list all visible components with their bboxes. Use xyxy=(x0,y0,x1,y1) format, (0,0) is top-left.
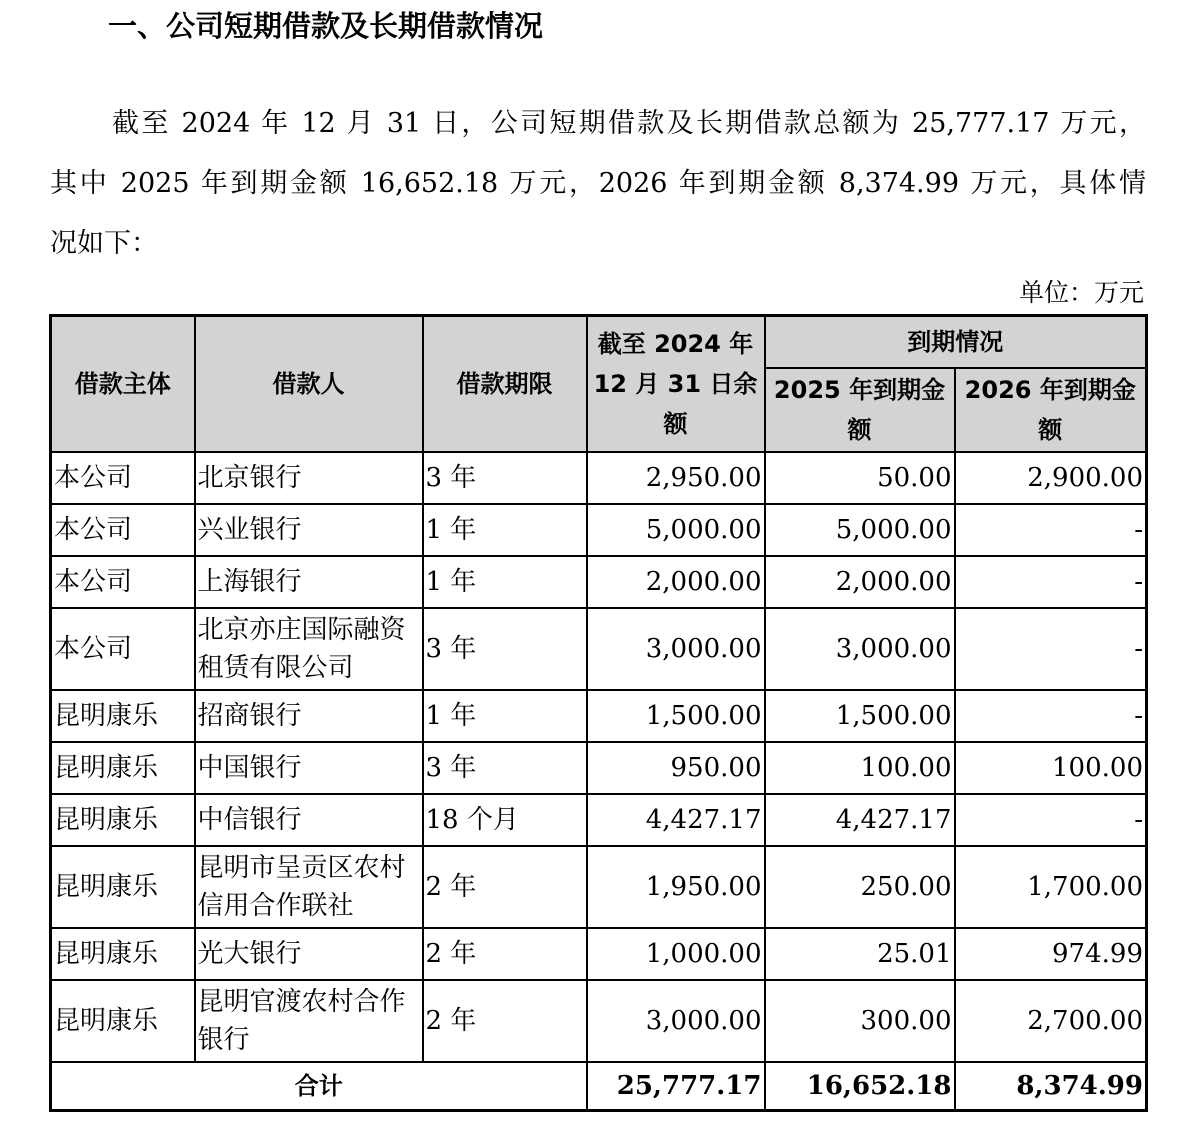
cell-lender: 中国银行 xyxy=(195,742,423,794)
cell-entity: 本公司 xyxy=(51,452,195,504)
table-row xyxy=(51,690,1147,742)
table-row xyxy=(51,928,1147,980)
header-entity: 借款主体 xyxy=(51,316,195,452)
total-row xyxy=(51,1062,1147,1111)
cell-balance: 1,500.00 xyxy=(587,690,765,742)
header-lender: 借款人 xyxy=(195,316,423,452)
cell-entity: 昆明康乐 xyxy=(51,690,195,742)
total-label: 合计 xyxy=(51,1062,587,1111)
cell-due-2025: 300.00 xyxy=(765,980,955,1062)
cell-lender: 昆明官渡农村合作银行 xyxy=(195,980,423,1062)
cell-lender: 兴业银行 xyxy=(195,504,423,556)
cell-lender: 中信银行 xyxy=(195,794,423,846)
paragraph-line-2: 其中 2025 年到期金额 16,652.18 万元，2026 年到期金额 8,374.99 万元，具体情 xyxy=(50,168,1146,199)
cell-due-2025: 250.00 xyxy=(765,846,955,928)
table-row xyxy=(51,980,1147,1062)
cell-entity: 昆明康乐 xyxy=(51,846,195,928)
table-row xyxy=(51,452,1147,504)
section-heading: 一、公司短期借款及长期借款情况 xyxy=(108,9,544,43)
cell-term: 3 年 xyxy=(423,742,587,794)
summary-paragraph xyxy=(50,94,1146,274)
header-maturity-group: 到期情况 xyxy=(765,316,1147,368)
loans-table xyxy=(49,314,1148,1112)
cell-lender: 昆明市呈贡区农村信用合作联社 xyxy=(195,846,423,928)
cell-balance: 3,000.00 xyxy=(587,608,765,690)
table-row xyxy=(51,556,1147,608)
table-row xyxy=(51,608,1147,690)
cell-balance: 3,000.00 xyxy=(587,980,765,1062)
cell-due-2025: 50.00 xyxy=(765,452,955,504)
table-row xyxy=(51,794,1147,846)
cell-balance: 950.00 xyxy=(587,742,765,794)
header-balance: 截至 2024 年 12 月 31 日余额 xyxy=(587,316,765,452)
total-balance: 25,777.17 xyxy=(587,1062,765,1111)
cell-due-2025: 5,000.00 xyxy=(765,504,955,556)
cell-term: 18 个月 xyxy=(423,794,587,846)
cell-entity: 昆明康乐 xyxy=(51,980,195,1062)
cell-due-2025: 25.01 xyxy=(765,928,955,980)
cell-entity: 本公司 xyxy=(51,504,195,556)
cell-balance: 1,950.00 xyxy=(587,846,765,928)
total-due-2026: 8,374.99 xyxy=(955,1062,1147,1111)
table-row xyxy=(51,846,1147,928)
cell-balance: 5,000.00 xyxy=(587,504,765,556)
cell-entity: 昆明康乐 xyxy=(51,794,195,846)
table-row xyxy=(51,504,1147,556)
cell-entity: 本公司 xyxy=(51,608,195,690)
cell-due-2026: 1,700.00 xyxy=(955,846,1147,928)
cell-term: 1 年 xyxy=(423,556,587,608)
table-row xyxy=(51,742,1147,794)
table-header xyxy=(51,316,1147,452)
cell-due-2025: 100.00 xyxy=(765,742,955,794)
unit-label: 单位：万元 xyxy=(1018,278,1144,307)
total-due-2025: 16,652.18 xyxy=(765,1062,955,1111)
cell-term: 2 年 xyxy=(423,928,587,980)
cell-due-2026: 2,700.00 xyxy=(955,980,1147,1062)
table-body xyxy=(51,452,1147,1111)
cell-due-2026: 100.00 xyxy=(955,742,1147,794)
cell-balance: 4,427.17 xyxy=(587,794,765,846)
cell-term: 3 年 xyxy=(423,452,587,504)
cell-term: 1 年 xyxy=(423,690,587,742)
header-term: 借款期限 xyxy=(423,316,587,452)
cell-due-2025: 1,500.00 xyxy=(765,690,955,742)
cell-lender: 北京亦庄国际融资租赁有限公司 xyxy=(195,608,423,690)
cell-lender: 招商银行 xyxy=(195,690,423,742)
cell-due-2025: 3,000.00 xyxy=(765,608,955,690)
cell-term: 2 年 xyxy=(423,846,587,928)
cell-lender: 北京银行 xyxy=(195,452,423,504)
cell-due-2025: 2,000.00 xyxy=(765,556,955,608)
cell-entity: 昆明康乐 xyxy=(51,928,195,980)
cell-due-2026: - xyxy=(955,794,1147,846)
cell-balance: 2,950.00 xyxy=(587,452,765,504)
cell-balance: 2,000.00 xyxy=(587,556,765,608)
cell-due-2026: - xyxy=(955,504,1147,556)
cell-entity: 本公司 xyxy=(51,556,195,608)
cell-lender: 光大银行 xyxy=(195,928,423,980)
cell-due-2026: - xyxy=(955,690,1147,742)
cell-term: 3 年 xyxy=(423,608,587,690)
cell-entity: 昆明康乐 xyxy=(51,742,195,794)
paragraph-line-1: 截至 2024 年 12 月 31 日，公司短期借款及长期借款总额为 25,777.17 万元， xyxy=(112,108,1146,139)
cell-due-2026: 974.99 xyxy=(955,928,1147,980)
cell-due-2026: 2,900.00 xyxy=(955,452,1147,504)
cell-lender: 上海银行 xyxy=(195,556,423,608)
cell-due-2026: - xyxy=(955,556,1147,608)
cell-due-2025: 4,427.17 xyxy=(765,794,955,846)
paragraph-line-3: 况如下： xyxy=(50,228,158,259)
cell-due-2026: - xyxy=(955,608,1147,690)
header-due-2026: 2026 年到期金额 xyxy=(955,368,1147,452)
cell-term: 1 年 xyxy=(423,504,587,556)
header-due-2025: 2025 年到期金额 xyxy=(765,368,955,452)
cell-term: 2 年 xyxy=(423,980,587,1062)
cell-balance: 1,000.00 xyxy=(587,928,765,980)
